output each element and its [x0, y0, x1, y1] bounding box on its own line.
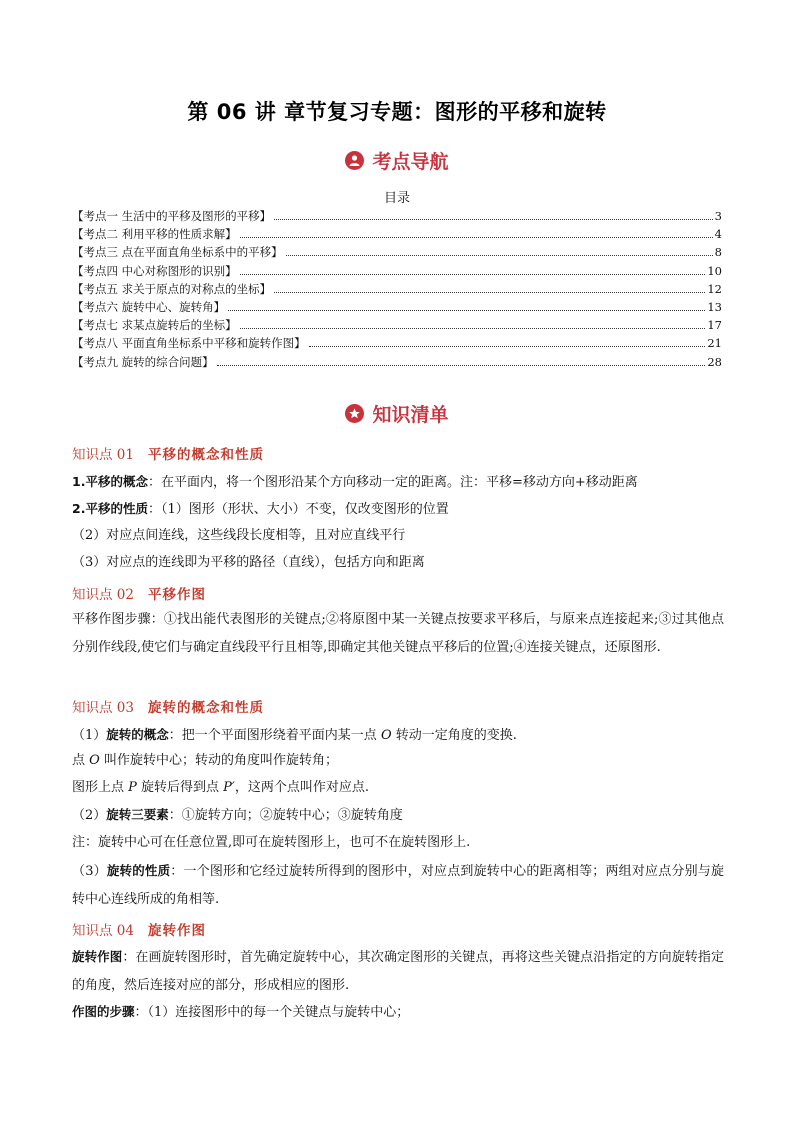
toc-leader-dots [240, 327, 706, 329]
toc-page-number: 21 [707, 336, 722, 351]
toc-entry[interactable] [72, 225, 722, 243]
kp1-line-2: 2.平移的性质：（1）图形（形状、大小）不变，仅改变图形的位置 [72, 501, 449, 517]
kp4-paragraph-2: 作图的步骤：（1）连接图形中的每一个关键点与旋转中心； [72, 1004, 410, 1020]
toc-entry-label: 【考点二 利用平移的性质求解】 [72, 227, 237, 242]
table-of-contents [72, 207, 722, 371]
toc-entry-label: 【考点七 求某点旋转后的坐标】 [72, 318, 237, 333]
toc-entry-label: 【考点一 生活中的平移及图形的平移】 [72, 209, 272, 223]
toc-entry-label: 【考点六 旋转中心、旋转角】 [72, 299, 226, 314]
knowledge-point-01-title: 知识点 01 平移的概念和性质 [72, 447, 264, 463]
toc-leader-dots [274, 218, 713, 220]
kp3-line-2: 点 O 叫作旋转中心；转动的角度叫作旋转角； [72, 753, 338, 768]
toc-entry-label: 【考点九 旋转的综合问题】 [72, 354, 214, 369]
toc-page-number: 28 [707, 354, 722, 369]
kp3-line-6: （3）旋转的性质：一个图形和它经过旋转所得到的图形中，对应点到旋转中心的距离相等；两组对应点分别与旋转中心连线所成的角相等. [72, 863, 724, 907]
toc-entry[interactable] [72, 334, 722, 352]
page-title: 第 06 讲 章节复习专题：图形的平移和旋转 [187, 100, 607, 124]
kp4-paragraph-1: 旋转作图：在画旋转图形时，首先确定旋转中心，其次确定图形的关键点，再将这些关键点沿指定的方向旋转指定的角度，然后连接对应的部分，形成相应的图形. [72, 949, 724, 993]
toc-entry[interactable] [72, 353, 722, 371]
toc-page-number: 8 [714, 245, 722, 260]
star-icon [345, 404, 364, 423]
toc-entry-label: 【考点五 求关于原点的对称点的坐标】 [72, 281, 272, 296]
toc-entry[interactable] [72, 298, 722, 316]
toc-leader-dots [228, 309, 705, 311]
knowledge-point-03-title: 知识点 03 旋转的概念和性质 [72, 700, 264, 716]
toc-entry[interactable] [72, 262, 722, 280]
toc-leader-dots [240, 273, 706, 275]
toc-page-number: 3 [714, 209, 722, 223]
toc-leader-dots [309, 345, 706, 347]
toc-page-number: 13 [707, 299, 722, 314]
toc-entry[interactable] [72, 207, 722, 225]
kp1-line-4: （3）对应点的连线即为平移的路径（直线），包括方向和距离 [72, 555, 425, 570]
toc-heading: 目录 [383, 191, 410, 206]
toc-entry-label: 【考点三 点在平面直角坐标系中的平移】 [72, 245, 283, 260]
kp1-line-1: 1.平移的概念：在平面内，将一个图形沿某个方向移动一定的距离。注：平移=移动方向+移动距离 [72, 474, 638, 490]
knowledge-point-04-title: 知识点 04 旋转作图 [72, 923, 206, 939]
toc-leader-dots [217, 364, 706, 366]
toc-page-number: 12 [707, 281, 722, 296]
toc-entry[interactable] [72, 243, 722, 261]
user-icon [345, 151, 364, 170]
toc-leader-dots [240, 236, 713, 238]
kp3-line-5: 注：旋转中心可在任意位置,即可在旋转图形上，也可不在旋转图形上. [72, 835, 471, 850]
toc-page-number: 17 [707, 318, 722, 333]
toc-entry-label: 【考点八 平面直角坐标系中平移和旋转作图】 [72, 336, 306, 351]
nav-section-header [0, 146, 794, 174]
kp1-line-3: （2）对应点间连线，这些线段长度相等，且对应直线平行 [72, 528, 406, 543]
knowledge-section-label: 知识清单 [372, 403, 449, 426]
toc-entry[interactable] [72, 316, 722, 334]
kp3-line-3: 图形上点 P 旋转后得到点 P′，这两个点叫作对应点. [72, 780, 369, 795]
toc-page-number: 4 [714, 227, 722, 242]
kp3-line-1: （1）旋转的概念：把一个平面图形绕着平面内某一点 O 转动一定角度的变换. [72, 727, 517, 743]
toc-leader-dots [286, 254, 713, 256]
toc-page-number: 10 [707, 263, 722, 278]
knowledge-point-02-title: 知识点 02 平移作图 [72, 587, 206, 603]
nav-section-label: 考点导航 [372, 150, 449, 173]
toc-entry-label: 【考点四 中心对称图形的识别】 [72, 263, 237, 278]
knowledge-section-header [0, 399, 794, 427]
kp2-paragraph: 平移作图步骤：①找出能代表图形的关键点;②将原图中某一关键点按要求平移后，与原来点连接起来;③过其他点分别作线段,使它们与确定直线段平行且相等,即确定其他关键点平移后的位置;④连接关键点，还原图形. [72, 612, 724, 655]
toc-entry[interactable] [72, 280, 722, 298]
kp3-line-4: （2）旋转三要素：①旋转方向；②旋转中心；③旋转角度 [72, 807, 403, 823]
toc-leader-dots [274, 291, 705, 293]
